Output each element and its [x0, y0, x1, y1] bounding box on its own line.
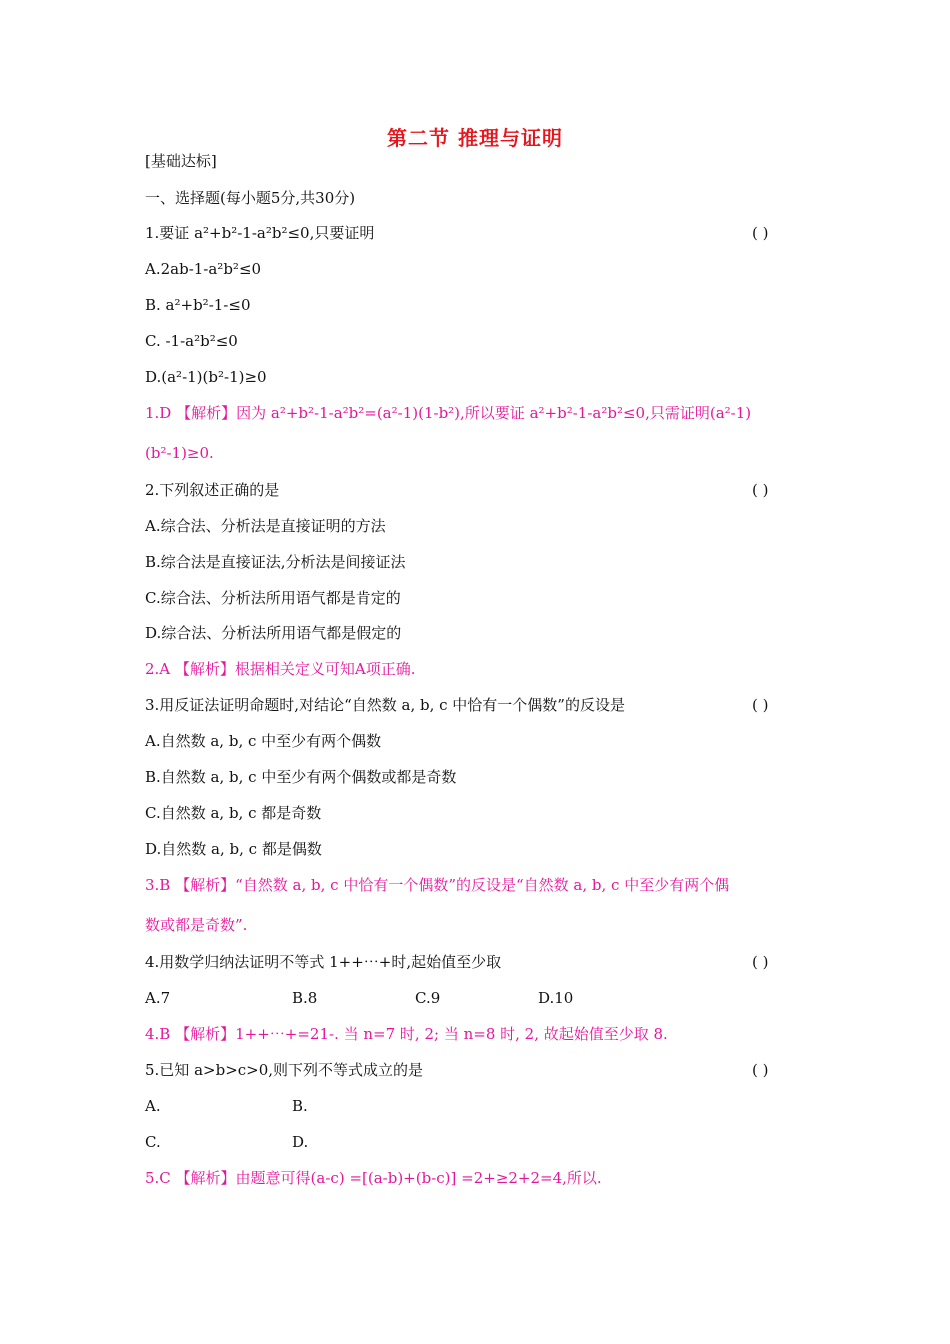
- q3-option-a: A.自然数 a, b, c 中至少有两个偶数: [145, 732, 382, 750]
- section-label: [基础达标]: [145, 152, 217, 170]
- q4-option-a: A.7: [145, 989, 171, 1007]
- q5-option-d: D.: [292, 1133, 309, 1151]
- question-5-stem: 5.已知 a>b>c>0,则下列不等式成立的是: [145, 1061, 424, 1079]
- page-title: 第二节 推理与证明: [387, 126, 563, 150]
- q2-option-b: B.综合法是直接证法,分析法是间接证法: [145, 553, 406, 571]
- answer-bracket-1: ( ): [752, 224, 769, 242]
- question-1-stem: 1.要证 a²+b²-1-a²b²≤0,只要证明: [145, 224, 375, 242]
- q2-option-a: A.综合法、分析法是直接证明的方法: [145, 517, 386, 535]
- q3-answer-line-1: 3.B 【解析】“自然数 a, b, c 中恰有一个偶数”的反设是“自然数 a, b, c 中至少有两个偶: [145, 876, 730, 894]
- q5-option-a: A.: [145, 1097, 161, 1115]
- q4-option-c: C.9: [415, 989, 441, 1007]
- answer-bracket-2: ( ): [752, 481, 769, 499]
- q2-option-d: D.综合法、分析法所用语气都是假定的: [145, 624, 402, 642]
- q1-answer-line-1: 1.D 【解析】因为 a²+b²-1-a²b²=(a²-1)(1-b²),所以要证 a²+b²-1-a²b²≤0,只需证明(a²-1): [145, 404, 752, 422]
- question-2-stem: 2.下列叙述正确的是: [145, 481, 280, 499]
- q2-option-c: C.综合法、分析法所用语气都是肯定的: [145, 589, 401, 607]
- q1-option-c: C. -1-a²b²≤0: [145, 332, 238, 350]
- q1-option-b: B. a²+b²-1-≤0: [145, 296, 251, 314]
- q3-option-c: C.自然数 a, b, c 都是奇数: [145, 804, 322, 822]
- q2-answer-line-1: 2.A 【解析】根据相关定义可知A项正确.: [145, 660, 416, 678]
- q1-option-a: A.2ab-1-a²b²≤0: [145, 260, 262, 278]
- q3-answer-line-2: 数或都是奇数”.: [145, 916, 248, 934]
- q1-answer-line-2: (b²-1)≥0.: [145, 444, 214, 462]
- q4-option-b: B.8: [292, 989, 318, 1007]
- answer-bracket-5: ( ): [752, 1061, 769, 1079]
- answer-bracket-4: ( ): [752, 953, 769, 971]
- q4-answer-line-1: 4.B 【解析】1++⋯+=21-. 当 n=7 时, 2; 当 n=8 时, 2, 故起始值至少取 8.: [145, 1025, 668, 1043]
- q5-option-b: B.: [292, 1097, 308, 1115]
- q3-option-d: D.自然数 a, b, c 都是偶数: [145, 840, 322, 858]
- question-4-stem: 4.用数学归纳法证明不等式 1++⋯+时,起始值至少取: [145, 953, 502, 971]
- q4-option-d: D.10: [538, 989, 574, 1007]
- q3-option-b: B.自然数 a, b, c 中至少有两个偶数或都是奇数: [145, 768, 457, 786]
- question-3-stem: 3.用反证法证明命题时,对结论“自然数 a, b, c 中恰有一个偶数”的反设是: [145, 696, 625, 714]
- q5-option-c: C.: [145, 1133, 161, 1151]
- q1-option-d: D.(a²-1)(b²-1)≥0: [145, 368, 267, 386]
- answer-bracket-3: ( ): [752, 696, 769, 714]
- part-heading: 一、选择题(每小题5分,共30分): [145, 189, 356, 207]
- q5-answer-line-1: 5.C 【解析】由题意可得(a-c) =[(a-b)+(b-c)] =2+≥2+2=4,所以.: [145, 1169, 602, 1187]
